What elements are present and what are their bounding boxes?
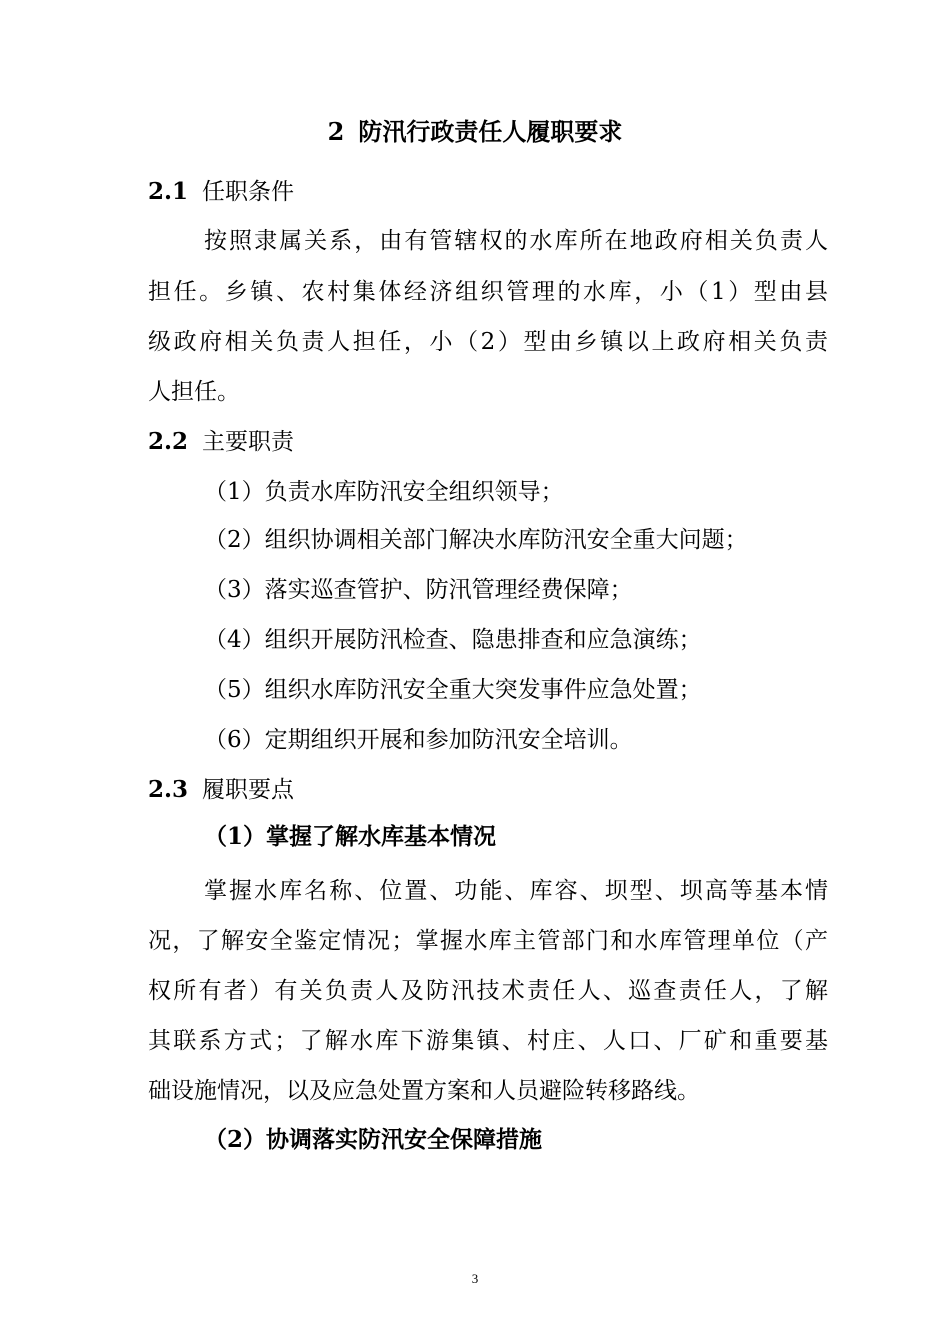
paragraph-line: 其联系方式；了解水库下游集镇、村庄、人口、厂矿和重要基 — [148, 1028, 828, 1054]
list-item: （3）落实巡查管护、防汛管理经费保障； — [204, 577, 633, 603]
title-text: 防汛行政责任人履职要求 — [358, 117, 623, 146]
paragraph-line: 人担任。 — [148, 379, 240, 405]
section-heading-text: 主要职责 — [202, 429, 294, 455]
page-number: 3 — [471, 1271, 479, 1286]
section-number: 2.2 — [148, 428, 189, 455]
section-heading-text: 任职条件 — [202, 179, 294, 205]
section-number: 2.3 — [148, 776, 189, 803]
list-item: （2）组织协调相关部门解决水库防汛安全重大问题； — [204, 527, 748, 553]
subsection-title: （2）协调落实防汛安全保障措施 — [204, 1126, 543, 1153]
paragraph-line: 按照隶属关系，由有管辖权的水库所在地政府相关负责人 — [204, 228, 828, 254]
list-item: （1）负责水库防汛安全组织领导； — [204, 479, 564, 505]
section-number: 2.1 — [148, 178, 189, 205]
section-heading-2-2 — [148, 426, 294, 458]
paragraph-line: 级政府相关负责人担任，小（2）型由乡镇以上政府相关负责 — [148, 329, 828, 355]
section-heading-text: 履职要点 — [202, 777, 294, 803]
paragraph-line: 担任。乡镇、农村集体经济组织管理的水库，小（1）型由县 — [148, 279, 828, 305]
section-heading-2-1 — [148, 176, 294, 208]
list-item: （5）组织水库防汛安全重大突发事件应急处置； — [204, 677, 702, 703]
list-item: （6）定期组织开展和参加防汛安全培训。 — [204, 727, 633, 753]
list-item: （4）组织开展防汛检查、隐患排查和应急演练； — [204, 627, 702, 653]
paragraph-line: 掌握水库名称、位置、功能、库容、坝型、坝高等基本情 — [204, 878, 828, 904]
paragraph-line: 权所有者）有关负责人及防汛技术责任人、巡查责任人，了解 — [148, 978, 828, 1004]
paragraph-line: 础设施情况，以及应急处置方案和人员避险转移路线。 — [148, 1078, 700, 1104]
paragraph-line: 况，了解安全鉴定情况；掌握水库主管部门和水库管理单位（产 — [148, 928, 828, 954]
section-heading-2-3 — [148, 774, 294, 806]
page-title — [0, 116, 950, 148]
title-number: 2 — [327, 117, 345, 146]
subsection-title: （1）掌握了解水库基本情况 — [204, 823, 497, 850]
